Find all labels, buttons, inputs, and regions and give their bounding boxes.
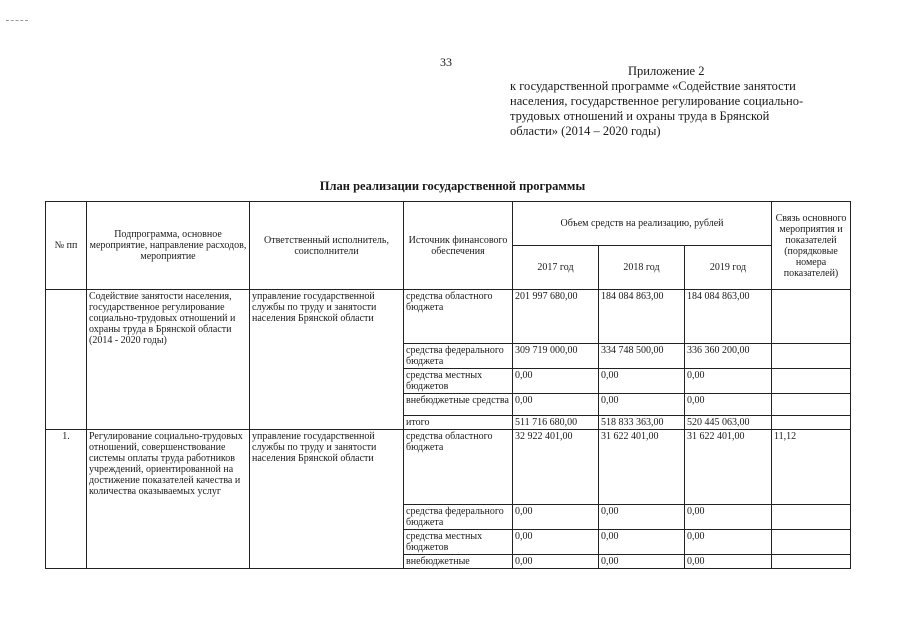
source-cell: средства областного бюджета xyxy=(404,290,513,344)
value-2017: 0,00 xyxy=(513,530,599,555)
source-cell: средства местных бюджетов xyxy=(404,369,513,394)
source-cell: итого xyxy=(404,416,513,430)
link-cell xyxy=(772,344,851,369)
value-2018: 0,00 xyxy=(599,394,685,416)
value-2019: 0,00 xyxy=(685,555,772,569)
value-2018: 0,00 xyxy=(599,555,685,569)
header-executor: Ответственный исполнитель, соисполнители xyxy=(250,202,404,290)
value-2019: 0,00 xyxy=(685,530,772,555)
link-cell xyxy=(772,555,851,569)
value-2018: 184 084 863,00 xyxy=(599,290,685,344)
executor-cell: управление государственной службы по труду и занятости населения Брянской области xyxy=(250,290,404,430)
page-number: 33 xyxy=(440,55,452,69)
scan-mark xyxy=(6,20,28,21)
appendix-line: населения, государственное регулирование социально- xyxy=(510,94,804,108)
header-num: № пп xyxy=(46,202,87,290)
value-2019: 31 622 401,00 xyxy=(685,430,772,505)
header-2018: 2018 год xyxy=(599,246,685,290)
document-title: План реализации государственной программы xyxy=(319,179,586,193)
table-row xyxy=(46,430,851,505)
appendix-line: к государственной программе «Содействие занятости xyxy=(510,79,796,93)
link-cell xyxy=(772,369,851,394)
executor-cell: управление государственной службы по труду и занятости населения Брянской области xyxy=(250,430,404,569)
header-link: Связь основного мероприятия и показателей (порядковые номера показателей) xyxy=(772,202,851,290)
value-2019: 184 084 863,00 xyxy=(685,290,772,344)
value-2017: 0,00 xyxy=(513,394,599,416)
link-cell xyxy=(772,505,851,530)
subprogram-cell: Содействие занятости населения, государственное регулирование социально-трудовых отношений и охраны труда в Брянской области (2014 - 2020 годы) xyxy=(87,290,250,430)
value-2017: 201 997 680,00 xyxy=(513,290,599,344)
value-2019: 0,00 xyxy=(685,394,772,416)
value-2018: 31 622 401,00 xyxy=(599,430,685,505)
source-cell: средства областного бюджета xyxy=(404,430,513,505)
value-2019: 0,00 xyxy=(685,505,772,530)
value-2019: 520 445 063,00 xyxy=(685,416,772,430)
value-2018: 0,00 xyxy=(599,530,685,555)
appendix-line: области» (2014 – 2020 годы) xyxy=(510,124,661,138)
link-cell xyxy=(772,394,851,416)
value-2019: 336 360 200,00 xyxy=(685,344,772,369)
source-cell: внебюджетные средства xyxy=(404,394,513,416)
source-cell: средства местных бюджетов xyxy=(404,530,513,555)
header-volume: Объем средств на реализацию, рублей xyxy=(513,202,772,246)
link-cell: 11,12 xyxy=(772,430,851,505)
source-cell: средства федерального бюджета xyxy=(404,505,513,530)
value-2018: 0,00 xyxy=(599,369,685,394)
header-row xyxy=(46,202,851,246)
value-2017: 32 922 401,00 xyxy=(513,430,599,505)
source-cell: внебюджетные xyxy=(404,555,513,569)
source-cell: средства федерального бюджета xyxy=(404,344,513,369)
header-subprogram: Подпрограмма, основное мероприятие, направление расходов, мероприятие xyxy=(87,202,250,290)
header-source: Источник финансового обеспечения xyxy=(404,202,513,290)
appendix-heading xyxy=(510,64,840,139)
table-row xyxy=(46,290,851,344)
plan-table xyxy=(45,201,851,569)
subprogram-cell: Регулирование социально-трудовых отношений, совершенствование системы оплаты труда работников учреждений, ориентированной на достижение показателей качества и количества оказываемых услуг xyxy=(87,430,250,569)
link-cell xyxy=(772,290,851,344)
value-2017: 0,00 xyxy=(513,555,599,569)
row-num xyxy=(46,290,87,430)
link-cell xyxy=(772,416,851,430)
value-2017: 0,00 xyxy=(513,505,599,530)
value-2017: 511 716 680,00 xyxy=(513,416,599,430)
header-2019: 2019 год xyxy=(685,246,772,290)
appendix-line: трудовых отношений и охраны труда в Брянской xyxy=(510,109,770,123)
value-2018: 334 748 500,00 xyxy=(599,344,685,369)
value-2017: 0,00 xyxy=(513,369,599,394)
value-2018: 0,00 xyxy=(599,505,685,530)
value-2017: 309 719 000,00 xyxy=(513,344,599,369)
value-2018: 518 833 363,00 xyxy=(599,416,685,430)
row-num: 1. xyxy=(46,430,87,569)
link-cell xyxy=(772,530,851,555)
header-2017: 2017 год xyxy=(513,246,599,290)
appendix-line: Приложение 2 xyxy=(628,64,705,78)
value-2019: 0,00 xyxy=(685,369,772,394)
